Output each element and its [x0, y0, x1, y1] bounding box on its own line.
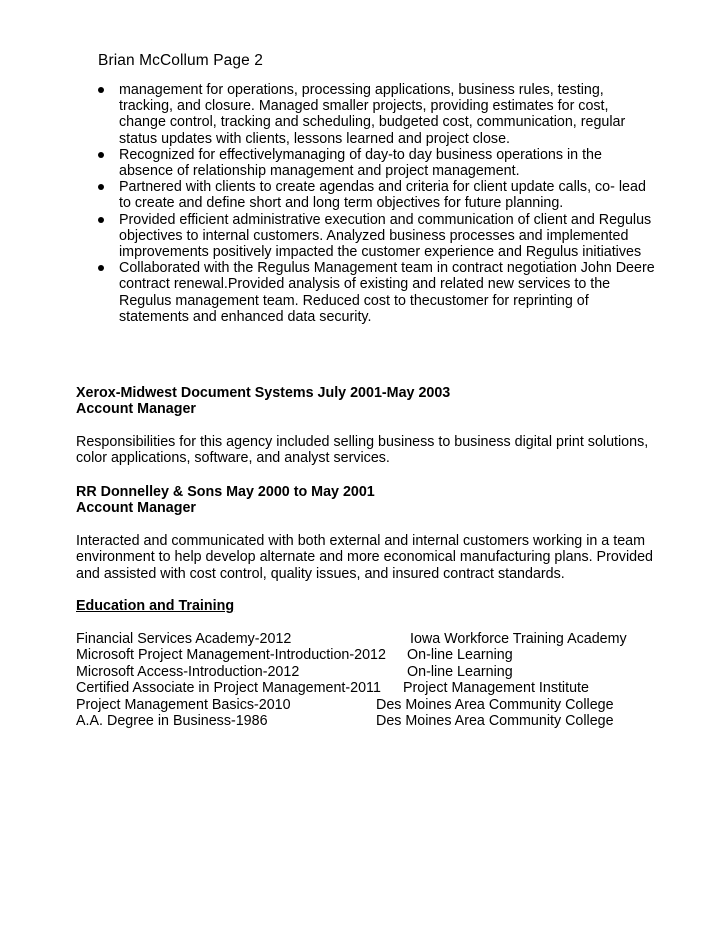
bullet-text: Partnered with clients to create agendas and criteria for client update calls, co- lead to create and define short and long term objectives for future planning. — [119, 179, 646, 212]
course-provider: On-line Learning — [407, 647, 513, 664]
bullet-icon — [98, 152, 104, 158]
bullet-text: Provided efficient administrative execution and communication of client and Regulus objectives to internal customers. Analyzed business processes and implemented improvements positively impacted the customer experience and Regulus initiatives — [119, 211, 652, 261]
page-header: Brian McCollum Page 2 — [98, 52, 263, 69]
bullet-icon — [98, 265, 104, 271]
education-heading — [76, 598, 676, 614]
xerox-description: Responsibilities for this agency included selling business to business digital print solutions, color applications, software, and analyst services. — [76, 434, 649, 467]
table-row — [76, 713, 676, 729]
rrd-description: Interacted and communicated with both external and internal customers working in a team environment to help develop alternate and more economical manufacturing plans. Provided and assisted with cost control, quality issues, and insured contract standards. — [76, 533, 653, 582]
course-name: Financial Services Academy-2012 — [76, 631, 292, 647]
course-name: A.A. Degree in Business-1986 — [76, 712, 268, 729]
bullet-text: management for operations, processing applications, business rules, testing, tracking, and closure. Managed smaller projects, providing estimates for cost, change control, tracking and scheduling, budgeted cost, communication, regular status updates with clients, lessons learned and project close. — [119, 82, 626, 147]
course-name: Project Management Basics-2010 — [76, 696, 291, 713]
list-item — [88, 212, 658, 261]
list-item — [88, 260, 658, 325]
rrd-heading: RR Donnelley & Sons May 2000 to May 2001 — [76, 484, 375, 500]
course-provider: Iowa Workforce Training Academy — [410, 631, 627, 647]
rrd-job-title: Account Manager — [76, 500, 196, 517]
table-row — [76, 697, 676, 713]
course-provider: Des Moines Area Community College — [376, 696, 614, 713]
bullet-text: Collaborated with the Regulus Management team in contract negotiation John Deere contract renewal.Provided analysis of existing and related new services to the Regulus management team. Reduced cost to thecustomer for reprinting of statements and enhanced data security. — [119, 260, 655, 325]
list-item — [88, 82, 658, 147]
course-name: Microsoft Access-Introduction-2012 — [76, 663, 300, 680]
course-name: Certified Associate in Project Management-2011 — [76, 680, 381, 697]
bullet-icon — [98, 87, 104, 93]
table-row — [76, 680, 676, 696]
bullet-text: Recognized for effectivelymanaging of day-to day business operations in the absence of relationship management and project management. — [119, 146, 602, 180]
table-row — [76, 631, 676, 647]
education-table — [76, 631, 676, 729]
bullet-icon — [98, 184, 104, 190]
xerox-heading: Xerox-Midwest Document Systems July 2001-May 2003 — [76, 385, 451, 401]
course-provider: Des Moines Area Community College — [376, 712, 614, 729]
education-heading-text: Education and Training — [76, 598, 235, 614]
list-item — [88, 179, 658, 211]
list-item — [88, 147, 658, 179]
bullet-icon — [98, 217, 104, 223]
table-row — [76, 664, 676, 680]
responsibility-list — [88, 82, 658, 325]
table-row — [76, 647, 676, 663]
course-name: Microsoft Project Management-Introduction-2012 — [76, 647, 386, 664]
xerox-section — [76, 385, 676, 418]
course-provider: On-line Learning — [407, 663, 513, 680]
course-provider: Project Management Institute — [403, 680, 589, 697]
xerox-job-title: Account Manager — [76, 401, 196, 418]
rrd-section — [76, 484, 676, 517]
